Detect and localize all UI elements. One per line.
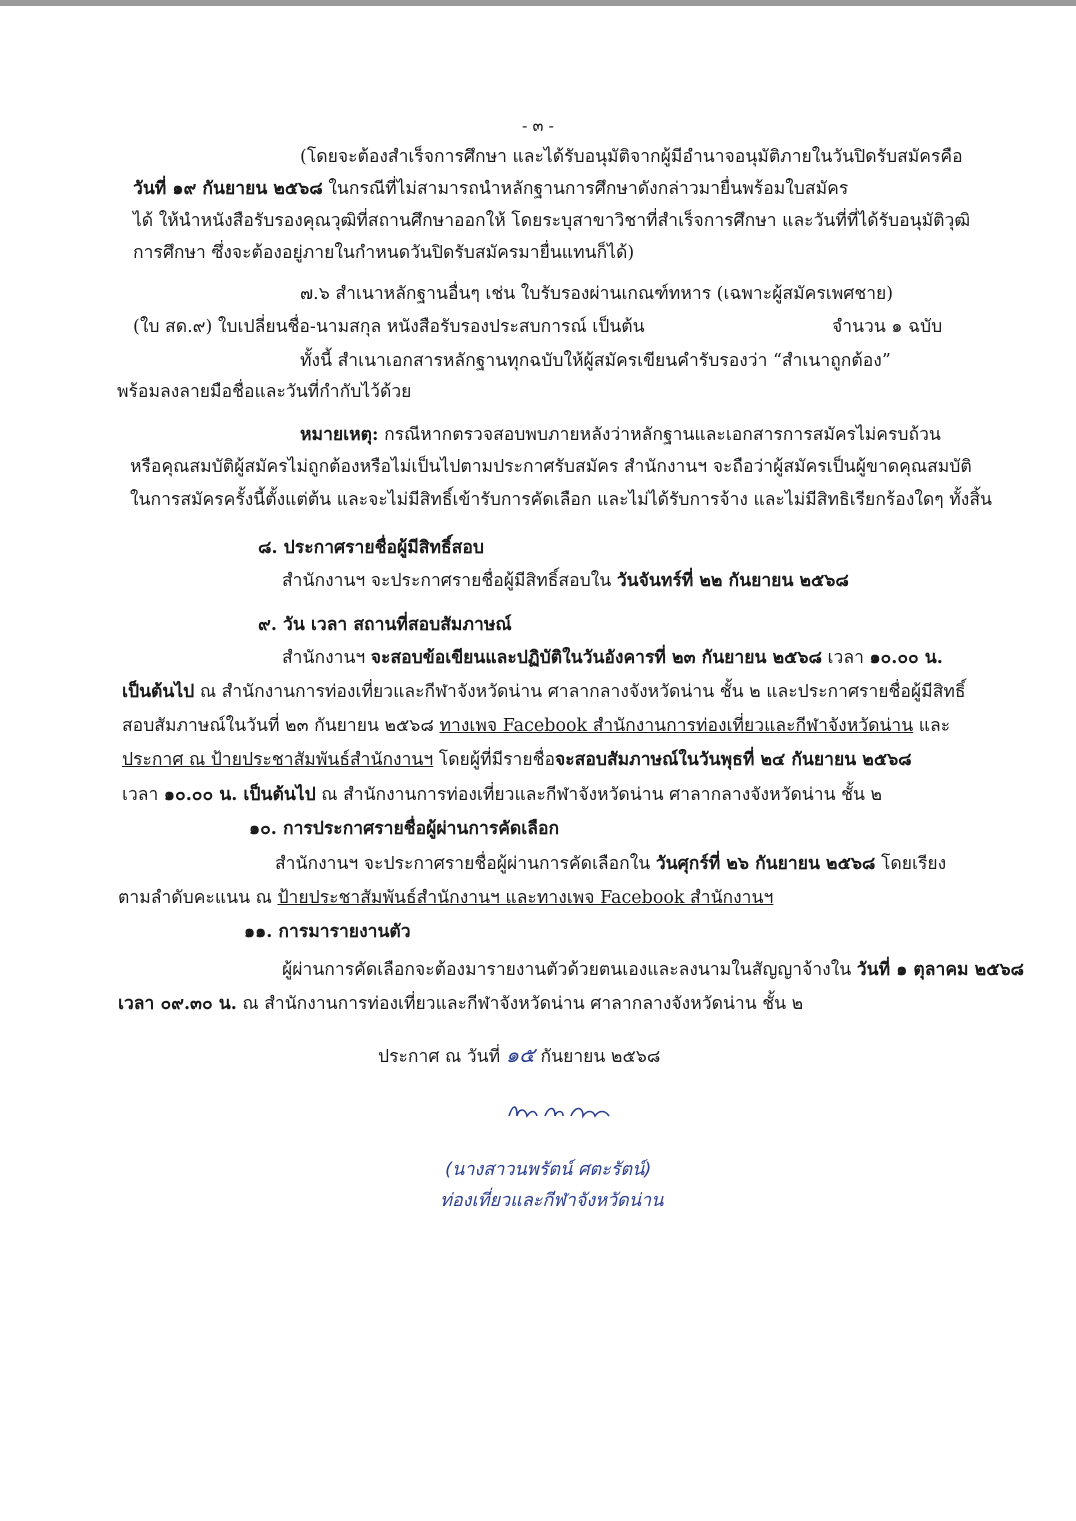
para1-line1: (โดยจะต้องสำเร็จการศึกษา และได้รับอนุมัติจากผู้มีอำนาจอนุมัติภายในวันปิดรับสมัครคือ <box>300 147 963 167</box>
facebook-page-link: ทางเพจ Facebook สำนักงานการท่องเที่ยวและกีฬาจังหวัดน่าน <box>439 716 914 736</box>
section-11-line2: เวลา ๐๙.๓๐ น. ณ สำนักงานการท่องเที่ยวและกีฬาจังหวัดน่าน ศาลากลางจังหวัดน่าน ชั้น ๒ <box>118 994 804 1014</box>
section-10-heading: ๑๐. การประกาศรายชื่อผู้ผ่านการคัดเลือก <box>249 819 560 839</box>
signatory-name: (นางสาวนพรัตน์ ศตะรัตน์) <box>445 1159 652 1180</box>
section-9-heading: ๙. วัน เวลา สถานที่สอบสัมภาษณ์ <box>258 615 512 635</box>
announce-date: ประกาศ ณ วันที่ ๑๕ กันยายน ๒๕๖๘ <box>378 1043 661 1067</box>
item-7-6-line2: (ใบ สด.๙) ใบเปลี่ยนชื่อ-นามสกุล หนังสือรับรองประสบการณ์ เป็นต้น <box>133 317 645 337</box>
section-11-heading: ๑๑. การมารายงานตัว <box>244 922 411 942</box>
section-9-line5: เวลา ๑๐.๐๐ น. เป็นต้นไป ณ สำนักงานการท่องเที่ยวและกีฬาจังหวัดน่าน ศาลากลางจังหวัดน่าน ชั้น ๒ <box>122 785 883 805</box>
notice-facebook-link: ป้ายประชาสัมพันธ์สำนักงานฯ และทางเพจ Facebook สำนักงานฯ <box>277 888 774 908</box>
para1-line3: ได้ ให้นำหนังสือรับรองคุณวุฒิที่สถานศึกษาออกให้ โดยระบุสาขาวิชาที่สำเร็จการศึกษา และวันที่ที่ได้รับอนุมัติวุฒิ <box>133 211 971 231</box>
para1-line2: วันที่ ๑๙ กันยายน ๒๕๖๘ ในกรณีที่ไม่สามารถนำหลักฐานการศึกษาดังกล่าวมายื่นพร้อมใบสมัคร <box>133 179 849 199</box>
item-7-6-count: จำนวน ๑ ฉบับ <box>832 317 943 337</box>
section-9-line2: เป็นต้นไป ณ สำนักงานการท่องเที่ยวและกีฬาจังหวัดน่าน ศาลากลางจังหวัดน่าน ชั้น ๒ และประกาศรายชื่อผู้มีสิทธิ์ <box>122 682 966 702</box>
section-8-heading: ๘. ประกาศรายชื่อผู้มีสิทธิ์สอบ <box>258 538 484 558</box>
section-10-line1: สำนักงานฯ จะประกาศรายชื่อผู้ผ่านการคัดเลือกใน วันศุกร์ที่ ๒๖ กันยายน ๒๕๖๘ โดยเรียง <box>275 854 947 874</box>
section-8-text: สำนักงานฯ จะประกาศรายชื่อผู้มีสิทธิ์สอบใน วันจันทร์ที่ ๒๒ กันยายน ๒๕๖๘ <box>282 571 849 591</box>
section-11-line1: ผู้ผ่านการคัดเลือกจะต้องมารายงานตัวด้วยตนเองและลงนามในสัญญาจ้างใน วันที่ ๑ ตุลาคม ๒๕๖๘ <box>282 960 1025 980</box>
notice-board-link: ประกาศ ณ ป้ายประชาสัมพันธ์สำนักงานฯ <box>122 750 434 770</box>
section-9-line4: ประกาศ ณ ป้ายประชาสัมพันธ์สำนักงานฯ โดยผู้ที่มีรายชื่อจะสอบสัมภาษณ์ในวันพุธที่ ๒๔ กันยายน ๒๕๖๘ <box>122 750 912 770</box>
note-line3: ในการสมัครครั้งนี้ตั้งแต่ต้น และจะไม่มีสิทธิ์เข้ารับการคัดเลือก และไม่ได้รับการจ้าง และไม่มีสิทธิเรียกร้องใดๆ ทั้งสิ้น <box>130 490 992 510</box>
page-number: - ๓ - <box>522 116 554 135</box>
item-7-6-line1: ๗.๖ สำเนาหลักฐานอื่นๆ เช่น ใบรับรองผ่านเกณฑ์ทหาร (เฉพาะผู้สมัครเพศชาย) <box>300 284 894 304</box>
signature-scribble <box>505 1098 625 1124</box>
certify-line1: ทั้งนี้ สำเนาเอกสารหลักฐานทุกฉบับให้ผู้สมัครเขียนคำรับรองว่า “สำเนาถูกต้อง” <box>300 351 891 371</box>
section-9-line3: สอบสัมภาษณ์ในวันที่ ๒๓ กันยายน ๒๕๖๘ ทางเพจ Facebook สำนักงานการท่องเที่ยวและกีฬาจังหวัดน่าน และ <box>122 716 951 736</box>
certify-line2: พร้อมลงลายมือชื่อและวันที่กำกับไว้ด้วย <box>117 382 412 402</box>
section-9-line1: สำนักงานฯ จะสอบข้อเขียนและปฏิบัติในวันอังคารที่ ๒๓ กันยายน ๒๕๖๘ เวลา ๑๐.๐๐ น. <box>282 648 943 668</box>
note-line1: หมายเหตุ: กรณีหากตรวจสอบพบภายหลังว่าหลักฐานและเอกสารการสมัครไม่ครบถ้วน <box>300 425 941 445</box>
note-line2: หรือคุณสมบัติผู้สมัครไม่ถูกต้องหรือไม่เป็นไปตามประกาศรับสมัคร สำนักงานฯ จะถือว่าผู้สมัครเป็นผู้ขาดคุณสมบัติ <box>130 457 972 477</box>
note-label: หมายเหตุ: <box>300 425 379 445</box>
para1-line4: การศึกษา ซึ่งจะต้องอยู่ภายในกำหนดวันปิดรับสมัครมายื่นแทนก็ได้) <box>133 243 635 263</box>
signatory-title: ท่องเที่ยวและกีฬาจังหวัดน่าน <box>440 1190 664 1211</box>
section-10-line2: ตามลำดับคะแนน ณ ป้ายประชาสัมพันธ์สำนักงานฯ และทางเพจ Facebook สำนักงานฯ <box>118 888 774 908</box>
announce-day-handwritten: ๑๕ <box>505 1043 535 1067</box>
